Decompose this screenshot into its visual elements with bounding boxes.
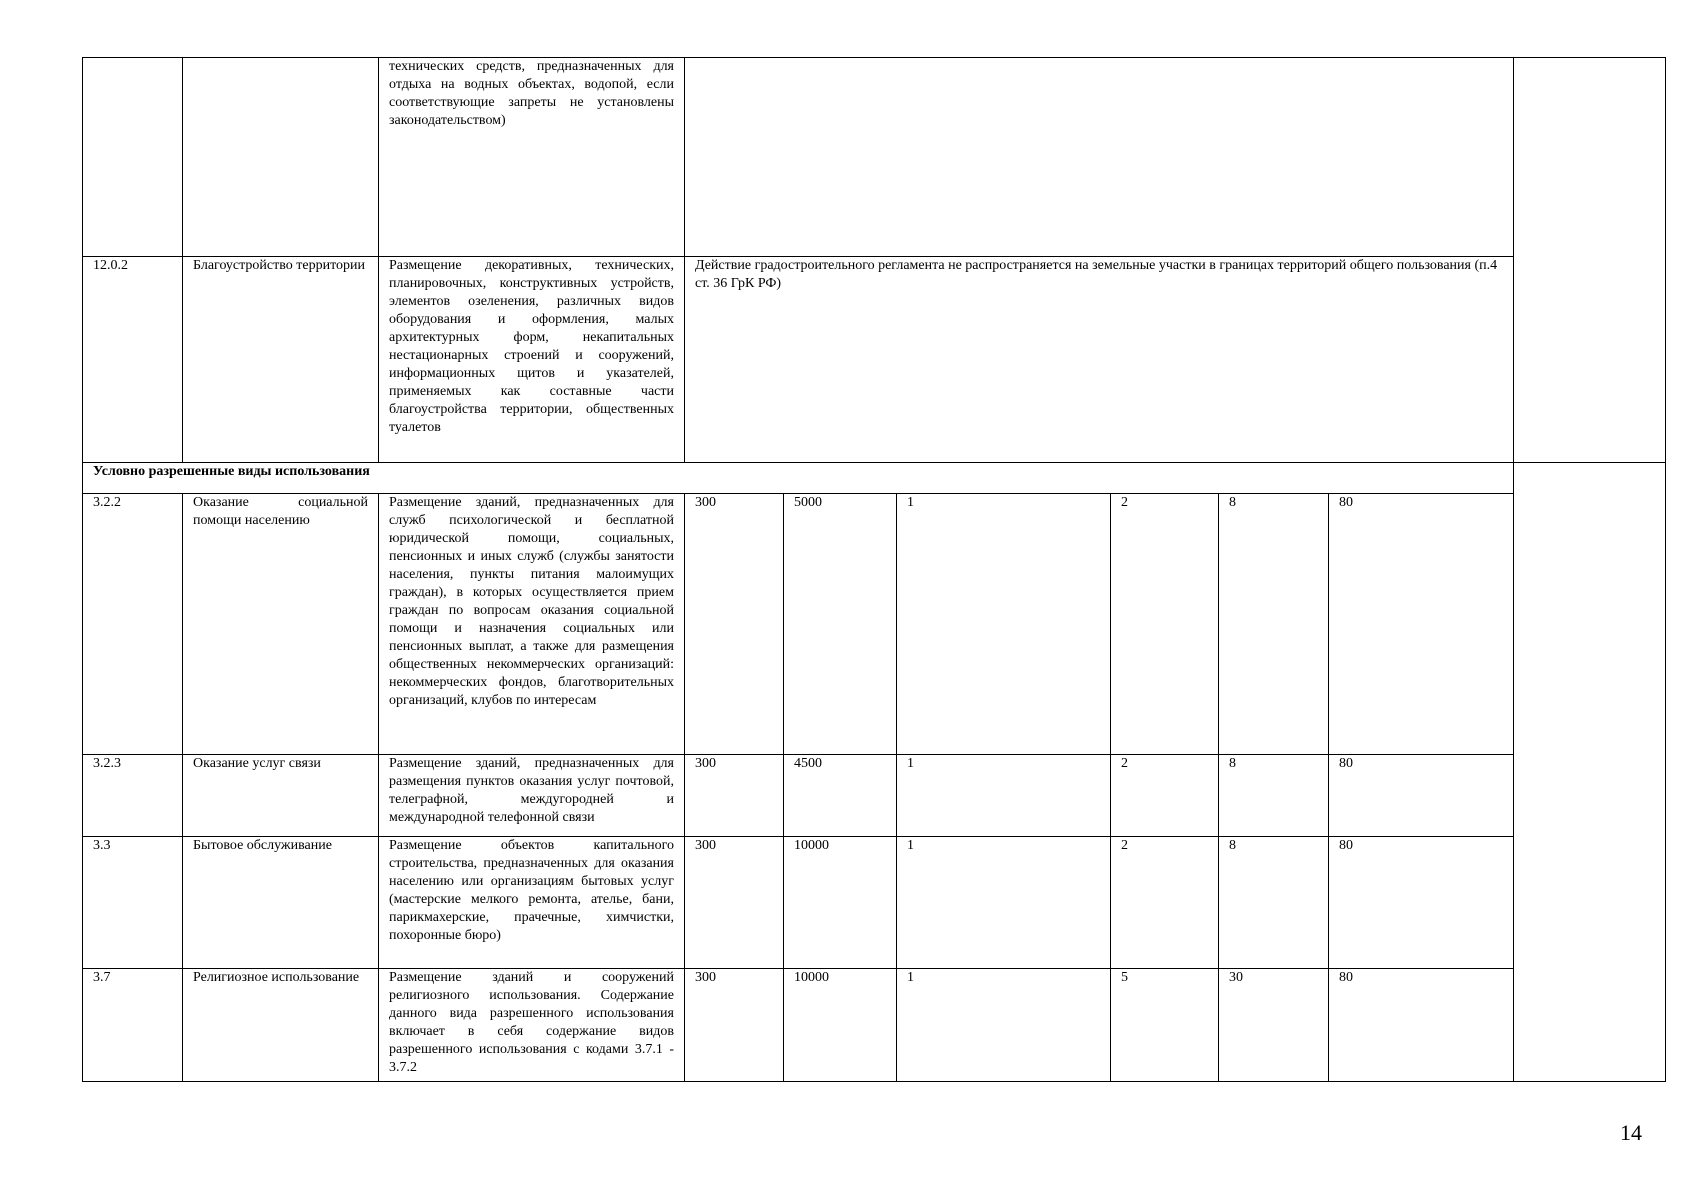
name-cell: Бытовое обслуживание xyxy=(183,837,379,969)
value-cell: 1 xyxy=(897,837,1111,969)
name-cell: Религиозное использование xyxy=(183,969,379,1082)
table-row-continuation xyxy=(83,58,1666,257)
value-cell: 2 xyxy=(1111,837,1219,969)
value-cell: 300 xyxy=(685,837,784,969)
name-cell xyxy=(183,58,379,257)
section-header-row xyxy=(83,463,1666,494)
section-title: Условно разрешенные виды использования xyxy=(83,463,1514,494)
value-cell: 1 xyxy=(897,969,1111,1082)
code-cell xyxy=(83,58,183,257)
code-cell: 3.7 xyxy=(83,969,183,1082)
value-cell: 10000 xyxy=(784,837,897,969)
value-cell: 2 xyxy=(1111,755,1219,837)
code-cell: 12.0.2 xyxy=(83,257,183,463)
params-cell xyxy=(685,58,1514,257)
value-cell: 5000 xyxy=(784,494,897,755)
value-cell: 5 xyxy=(1111,969,1219,1082)
table-row xyxy=(83,494,1666,755)
description-cell: технических средств, предназначенных для отдыха на водных объектах, водопой, если соответствующие запреты не установлены законодательством) xyxy=(379,58,685,257)
value-cell: 1 xyxy=(897,494,1111,755)
value-cell: 30 xyxy=(1219,969,1329,1082)
value-cell: 80 xyxy=(1329,494,1514,755)
value-cell: 300 xyxy=(685,969,784,1082)
description-cell: Размещение зданий, предназначенных для размещения пунктов оказания услуг почтовой, телеграфной, междугородней и международной телефонной связи xyxy=(379,755,685,837)
code-cell: 3.2.2 xyxy=(83,494,183,755)
name-cell: Благоустройство территории xyxy=(183,257,379,463)
name-cell: Оказание услуг связи xyxy=(183,755,379,837)
value-cell: 8 xyxy=(1219,494,1329,755)
value-cell: 300 xyxy=(685,494,784,755)
value-cell: 300 xyxy=(685,755,784,837)
page-number: 14 xyxy=(1620,1120,1642,1145)
description-cell: Размещение зданий, предназначенных для служб психологической и бесплатной юридической помощи, социальных, пенсионных и иных служб (службы занятости населения, пункты питания малоимущих граждан), в которых осуществляется прием граждан по вопросам оказания социальной помощи и назначения социальных или пенсионных выплат, а также для размещения общественных некоммерческих организаций: некоммерческих фондов, благотворительных организаций, клубов по интересам xyxy=(379,494,685,755)
value-cell: 8 xyxy=(1219,837,1329,969)
value-cell: 80 xyxy=(1329,969,1514,1082)
value-cell: 2 xyxy=(1111,494,1219,755)
regulation-notice-cell: Действие градостроительного регламента не распространяется на земельные участки в границах территорий общего пользования (п.4 ст. 36 ГрК РФ) xyxy=(685,257,1514,463)
value-cell: 8 xyxy=(1219,755,1329,837)
description-cell: Размещение объектов капитального строительства, предназначенных для оказания населению или организациям бытовых услуг (мастерские мелкого ремонта, ателье, бани, парикмахерские, прачечные, химчистки, похоронные бюро) xyxy=(379,837,685,969)
value-cell: 80 xyxy=(1329,837,1514,969)
code-cell: 3.3 xyxy=(83,837,183,969)
value-cell: 80 xyxy=(1329,755,1514,837)
land-use-table xyxy=(82,57,1666,1082)
description-cell: Размещение зданий и сооружений религиозного использования. Содержание данного вида разрешенного использования включает в себя содержание видов разрешенного использования с кодами 3.7.1 - 3.7.2 xyxy=(379,969,685,1082)
value-cell: 4500 xyxy=(784,755,897,837)
table-row xyxy=(83,755,1666,837)
value-cell: 1 xyxy=(897,755,1111,837)
code-cell: 3.2.3 xyxy=(83,755,183,837)
table-row xyxy=(83,969,1666,1082)
table-row xyxy=(83,257,1666,463)
value-cell: 10000 xyxy=(784,969,897,1082)
notes-cell xyxy=(1514,58,1666,463)
table-row xyxy=(83,837,1666,969)
notes-cell xyxy=(1514,463,1666,1082)
name-cell: Оказание социальной помощи населению xyxy=(183,494,379,755)
description-cell: Размещение декоративных, технических, планировочных, конструктивных устройств, элементов озеленения, различных видов оборудования и оформления, малых архитектурных форм, некапитальных нестационарных строений и сооружений, информационных щитов и указателей, применяемых как составные части благоустройства территории, общественных туалетов xyxy=(379,257,685,463)
